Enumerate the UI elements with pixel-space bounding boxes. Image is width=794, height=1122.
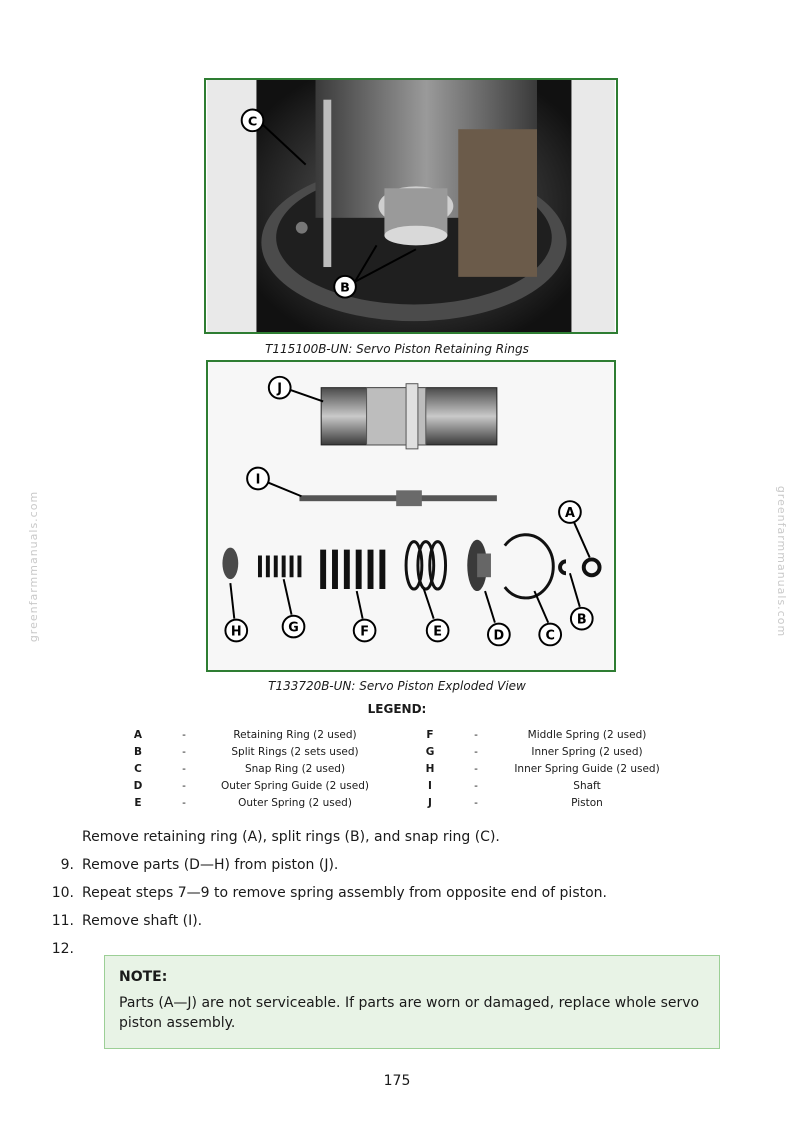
legend-dash: - [474,796,478,809]
legend-description: Inner Spring Guide (2 used) [514,762,660,775]
step-text: Remove shaft (I). [82,913,203,929]
legend-description: Piston [571,796,603,809]
legend-row [118,761,672,778]
step-number: 11. [51,913,74,929]
legend-dash: - [182,779,186,792]
watermark-right: greenfarmmanuals.com [775,485,789,638]
legend-letter: D [133,779,143,792]
legend-letter: E [134,796,142,809]
legend-letter: C [134,762,142,775]
legend-letter: B [133,746,142,759]
legend-description: Inner Spring (2 used) [531,746,643,759]
callout-c-label: C [247,114,258,130]
figure-1-caption: T115100B-UN: Servo Piston Retaining Rings [265,342,529,356]
callout-i-label: I [255,472,261,488]
step-item [0,913,794,933]
figure-2-caption: T133720B-UN: Servo Piston Exploded View [268,679,526,693]
legend-dash: - [182,762,186,775]
legend-row [118,727,672,744]
note-title: NOTE: [119,969,168,985]
note-text: Parts (A—J) are not serviceable. If parts are worn or damaged, replace whole servo piston assembly. [119,995,700,1031]
legend-dash: - [474,746,478,759]
legend-dash: - [182,746,186,759]
callout-a-label: A [564,505,575,521]
callout-d-label: D [493,628,505,644]
note-box [104,955,720,1049]
legend-letter: H [425,762,435,775]
step-text: Remove parts (D—H) from piston (J). [82,857,339,873]
legend-dash: - [474,762,478,775]
legend-row [118,777,672,794]
legend-description: Retaining Ring (2 used) [233,729,357,742]
legend-letter: G [425,746,435,759]
step-text: Repeat steps 7—9 to remove spring assembly from opposite end of piston. [82,885,607,901]
legend-letter: F [426,729,434,742]
retaining-rings-photo [206,80,616,332]
legend-description: Snap Ring (2 used) [244,762,346,775]
exploded-view-drawing [208,362,614,670]
legend-letter: J [428,796,432,809]
callout-f-label: F [360,624,369,640]
legend-description: Middle Spring (2 used) [527,729,647,742]
watermark-left: greenfarmmanuals.com [27,490,41,643]
callout-h-label: H [230,624,242,640]
page-number: 175 [383,1073,411,1089]
legend-dash: - [182,729,186,742]
legend-description: Outer Spring (2 used) [238,796,352,809]
legend-row [118,744,672,761]
step-number: 12. [51,941,74,957]
callout-b2-label: B [576,612,587,628]
callout-g-label: G [288,620,299,636]
step-item [0,857,794,877]
legend-dash: - [474,779,478,792]
figure-exploded-view [206,360,616,672]
callout-j-label: J [277,381,283,397]
callout-c2-label: C [545,628,555,644]
legend-dash: - [182,796,186,809]
step-text: Remove retaining ring (A), split rings (B), and snap ring (C). [82,829,500,845]
legend-dash: - [474,729,478,742]
legend-title: LEGEND: [367,702,427,716]
figure-retaining-rings-photo [204,78,618,334]
callout-e-label: E [433,624,443,640]
legend-row [118,794,672,811]
legend-letter: I [428,779,432,792]
step-item [0,829,794,849]
step-number: 9. [60,857,74,873]
legend-table [118,727,672,811]
legend-letter: A [133,729,143,742]
step-number: 10. [51,885,74,901]
step-item [0,885,794,905]
callout-b-label: B [340,280,350,296]
legend-description: Shaft [573,779,601,792]
legend-description: Outer Spring Guide (2 used) [220,779,369,792]
legend-description: Split Rings (2 sets used) [231,746,359,759]
